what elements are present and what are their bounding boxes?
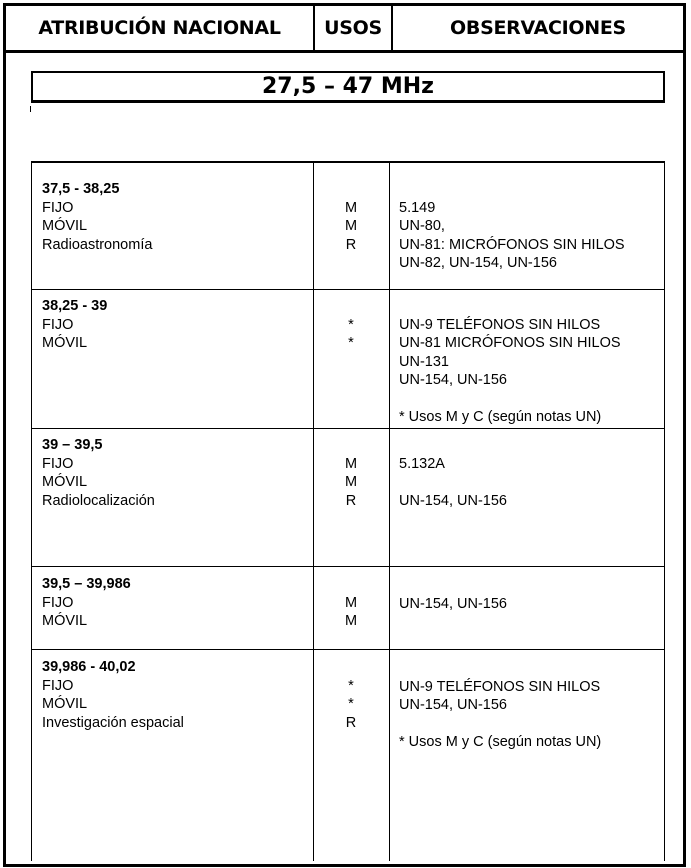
note-line: UN-80, [399,218,445,234]
allocation-table [31,161,665,861]
use-code: M [344,594,358,611]
allocation-cell [42,658,312,732]
table-row [31,567,665,650]
service-label: MÓVIL [42,335,88,351]
note-line: UN-81: MICRÓFONOS SIN HILOS [399,236,625,253]
use-code: R [345,714,357,731]
note-line: UN-9 TELÉFONOS SIN HILOS [399,316,601,333]
allocation-cell [42,575,312,631]
observations-cell [399,455,669,511]
use-code: M [344,218,358,234]
uses-cell [314,677,388,733]
note-line [399,715,669,734]
frequency-range: 39,986 - 40,02 [42,659,136,675]
observations-cell [399,199,669,273]
note-line: 5.149 [399,199,436,216]
note-line [399,390,669,409]
allocation-cell [42,436,312,510]
table-row [31,163,665,290]
use-code: R [345,236,357,253]
use-code: * [348,335,354,351]
observations-cell [399,316,669,427]
band-tick-mark [30,106,31,112]
note-line: UN-9 TELÉFONOS SIN HILOS [399,678,601,695]
note-line: UN-81 MICRÓFONOS SIN HILOS [399,335,621,351]
note-line: UN-82, UN-154, UN-156 [399,255,557,271]
note-line: 5.132A [399,455,445,472]
use-code: R [345,492,357,509]
header-national-attribution: ATRIBUCIÓN NACIONAL [6,6,315,53]
note-line [399,473,669,492]
header-uses: USOS [315,6,393,53]
header-observations: OBSERVACIONES [393,6,683,53]
service-label: FIJO [42,455,74,472]
service-label: Investigación espacial [42,714,184,731]
note-line: UN-154, UN-156 [399,492,507,509]
uses-cell [314,199,388,255]
frequency-range: 38,25 - 39 [42,298,108,314]
service-label: Radioastronomía [42,236,153,253]
observations-cell [399,678,669,752]
use-code: * [348,677,354,694]
table-row [31,290,665,429]
use-code: M [344,613,358,629]
use-code: * [348,316,354,333]
service-label: FIJO [42,677,74,694]
allocation-cell [42,180,312,254]
service-label: MÓVIL [42,218,88,234]
service-label: FIJO [42,199,74,216]
frequency-range: 37,5 - 38,25 [42,181,120,197]
service-label: FIJO [42,594,74,611]
uses-cell [314,316,388,353]
uses-cell [314,455,388,511]
service-label: MÓVIL [42,696,88,712]
document-frame [3,3,686,867]
service-label: Radiolocalización [42,492,155,509]
use-code: * [348,696,354,712]
note-line: * Usos M y C (según notas UN) [399,409,602,425]
service-label: FIJO [42,316,74,333]
frequency-range: 39 – 39,5 [42,437,103,453]
use-code: M [344,199,358,216]
table-row [31,650,665,860]
table-row [31,429,665,567]
service-label: MÓVIL [42,474,88,490]
use-code: M [344,455,358,472]
note-line: UN-154, UN-156 [399,697,507,713]
frequency-band-title: 27,5 – 47 MHz [31,71,665,103]
service-label: MÓVIL [42,613,88,629]
note-line: UN-131 [399,353,449,370]
note-line: * Usos M y C (según notas UN) [399,734,602,750]
observations-cell [399,595,669,614]
use-code: M [344,474,358,490]
note-line: UN-154, UN-156 [399,372,507,388]
allocation-cell [42,297,312,353]
uses-cell [314,594,388,631]
frequency-range: 39,5 – 39,986 [42,576,131,592]
note-line: UN-154, UN-156 [399,595,507,612]
